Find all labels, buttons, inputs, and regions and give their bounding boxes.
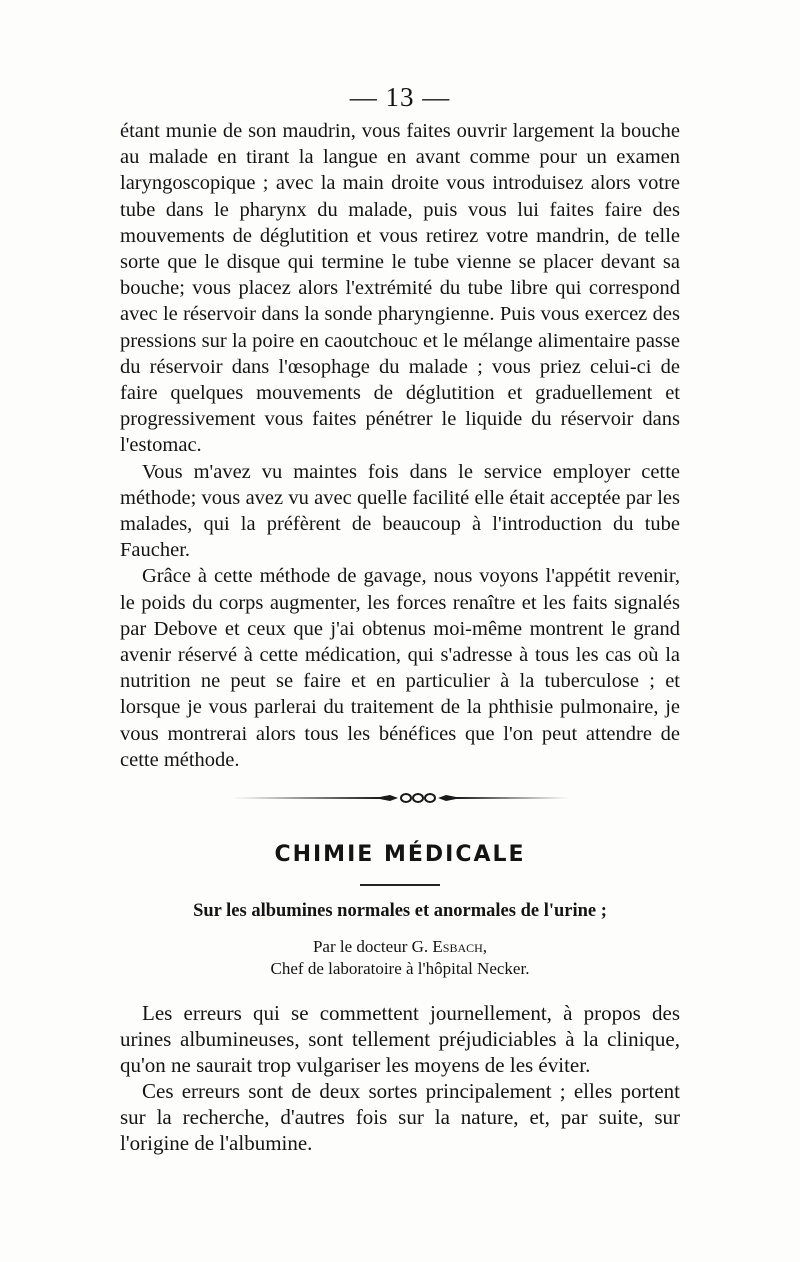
paragraph: Grâce à cette méthode de gavage, nous voyons l'appétit revenir, le poids du corps augmenter, les forces renaître et les faits signalés par Debove et ceux que j'ai obtenus moi-même montrent le grand avenir réservé à cette médication, qui s'adresse à tous les cas où la nutrition ne peut se faire et en particulier à la tuberculose ; et lorsque je vous parlerai du traitement de la phthisie pulmonaire, je vous montrerai alors tous les bénéfices que l'on peut attendre de cette méthode. [120, 565, 680, 771]
byline-affiliation: Chef de laboratoire à l'hôpital Necker. [270, 959, 530, 978]
body-text-top [120, 118, 680, 773]
paragraph: Vous m'avez vu maintes fois dans le service employer cette méthode; vous avez vu avec quelle facilité elle était acceptée par les malades, qui la préfèrent de beaucoup à l'introduction du tube Faucher. [120, 460, 680, 562]
page-number: — 13 — [349, 82, 451, 112]
paragraph: étant munie de son maudrin, vous faites ouvrir largement la bouche au malade en tirant la langue en avant comme pour un examen laryngoscopique ; avec la main droite vous introduisez alors votre tube dans le pharynx du malade, puis vous lui faites faire des mouvements de déglutition et vous retirez votre mandrin, de telle sorte que le disque qui termine le tube vienne se placer devant sa bouche; vous placez alors l'extrémité du tube libre qui correspond avec le réservoir dans la sonde pharyngienne. Puis vous exercez des pressions sur la poire en caoutchouc et le mélange alimentaire passe du réservoir dans l'œsophage du malade ; vous priez celui-ci de faire quelques mouvements de déglutition et graduellement et progressivement vous faites pénétrer le liquide du réservoir dans l'estomac. [120, 120, 680, 457]
paragraph: Ces erreurs sont de deux sortes principalement ; elles portent sur la recherche, d'autres fois sur la nature, et, par suite, sur l'origine de l'albumine. [120, 1079, 680, 1155]
byline-author [0, 937, 800, 957]
byline-prefix: Par le docteur G. [312, 937, 433, 956]
section-title: CHIMIE MÉDICALE [274, 842, 526, 867]
author-name: Esbach, [432, 937, 488, 956]
paragraph: Les erreurs qui se commettent journellement, à propos des urines albumineuses, sont tellement préjudiciables à la clinique, qu'on ne saurait trop vulgariser les moyens de les éviter. [120, 1001, 680, 1077]
ornamental-divider [230, 789, 570, 807]
body-text-bottom [120, 1000, 680, 1156]
title-rule [360, 884, 440, 886]
article-title: Sur les albumines normales et anormales de l'urine ; [193, 901, 607, 921]
